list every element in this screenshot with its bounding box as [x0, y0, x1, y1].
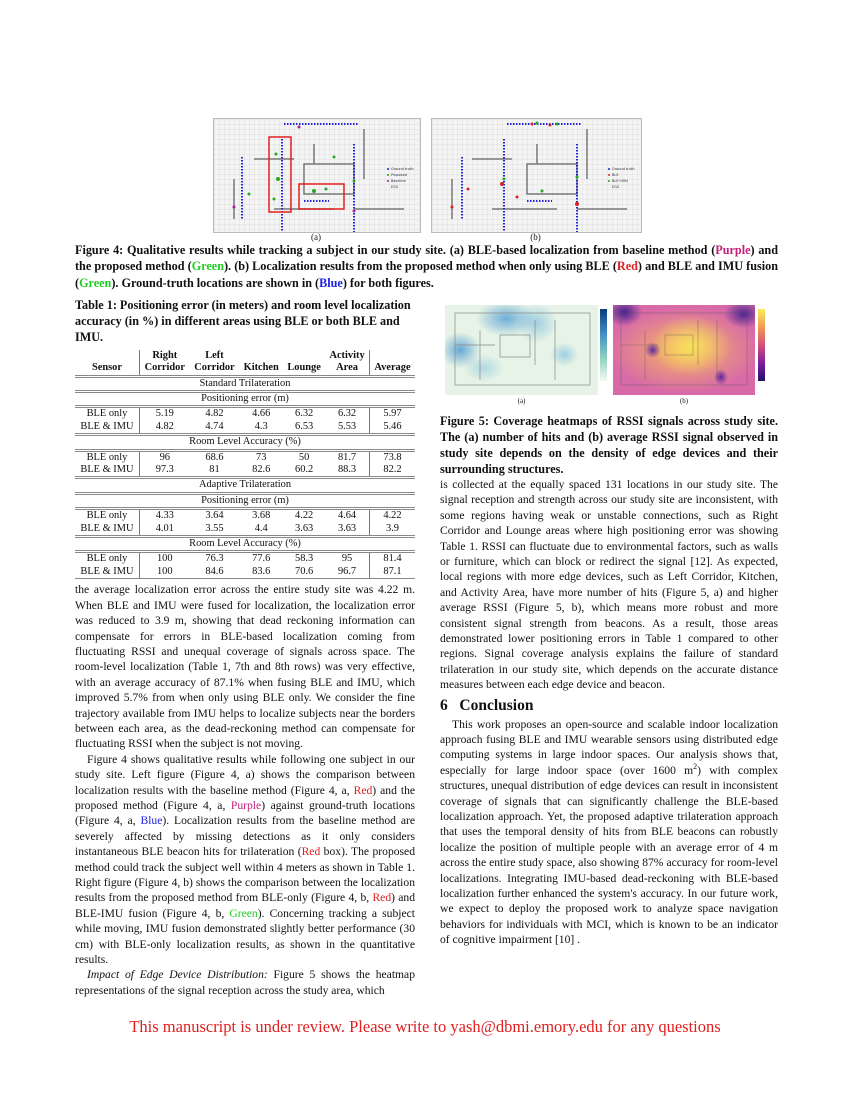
figure-4a [213, 118, 421, 233]
text-blue: Blue [140, 814, 163, 828]
paragraph: the average localization error across the entire study site was 4.22 m. When BLE and IMU were fused for localization, the localization error was reduced to 3.9 m, showing that dead reckoning information can compensate for errors in BLE-based localization coming from fluctuating RSSI and unequal coverage of signals across space. The room-level localization (Table 1, 7th and 8th rows) was very effective, with an average accuracy of 87.1% when fusing BLE and IMU, which improved 5.7% from when only using BLE only. We consider the fine trajectory available from IMU helps to localize subjects near the borders between each area, as the dead-reckoning method can compensate for fluctuating RSSI when the subject is not moving. [75, 583, 415, 751]
text: Figure 4 shows qualitative results while following one subject in our study site. Left figure (Figure 4, a) shows the comparison between localization results with the baseline method (Figure 4, a, [75, 752, 415, 797]
figure-5a-label: (a) [517, 396, 526, 405]
text: box). The proposed method could track the subject well within 4 meters as shown in Table 1. Right figure (Figure 4, b) shows the comparison between the localization results from the proposed method from BLE-only (Figure 4, b, [75, 845, 415, 905]
table-row [75, 450, 415, 464]
figure-5b-label: (b) [679, 396, 689, 405]
column-header: Left Corridor [194, 349, 235, 374]
table-cell: 5.19 [139, 407, 189, 421]
table-cell: 95 [325, 552, 369, 566]
legend-ble-imu: BLE+IMU [612, 179, 629, 183]
group-row: Room Level Accuracy (%) [75, 537, 415, 552]
floorplan-outline [445, 305, 598, 395]
legend-proposed: Proposed [391, 173, 408, 177]
text-purple: Purple [230, 798, 262, 812]
table-cell: 73.8 [369, 450, 415, 464]
page-body [75, 242, 778, 998]
table-cell: 6.32 [325, 407, 369, 421]
table-cell: 81.7 [325, 450, 369, 464]
legend-ble: BLE [612, 173, 619, 177]
table-cell: BLE only [75, 552, 139, 566]
table-row [75, 407, 415, 421]
figure-4b-label: (b) [530, 232, 541, 242]
table-cell: 4.82 [190, 407, 240, 421]
table-cell: BLE only [75, 407, 139, 421]
right-column [440, 297, 778, 998]
table-cell: 97.3 [155, 464, 174, 476]
table-cell: 82.2 [383, 464, 402, 476]
section-title: Conclusion [459, 696, 534, 714]
table-cell: BLE & IMU [75, 464, 139, 478]
table-cell: 4.4 [254, 522, 268, 534]
table-cell: 58.3 [283, 552, 325, 566]
table-cell: BLE only [75, 450, 139, 464]
figure-4a-label: (a) [311, 232, 321, 242]
caption-red: Red [616, 259, 638, 274]
column-header: Sensor [75, 350, 139, 376]
legend-ground-truth: Ground truth [612, 167, 635, 171]
section-row: Adaptive Trilateration [75, 478, 415, 493]
column-header: Average [374, 362, 411, 374]
section-row: Standard Trilateration [75, 376, 415, 391]
table-cell: 3.64 [190, 509, 240, 523]
floorplan-map-b [432, 119, 641, 232]
left-column [75, 297, 415, 998]
column-header: Activity Area [325, 350, 369, 376]
text-red: Red [301, 845, 321, 859]
table-cell: 81 [209, 464, 220, 476]
figure-5 [440, 305, 778, 413]
table-cell: 4.33 [139, 509, 189, 523]
table-cell: 77.6 [239, 552, 283, 566]
table-cell: 3.63 [295, 522, 314, 534]
table-cell: 3.9 [385, 522, 399, 534]
table-cell: 96 [139, 450, 189, 464]
legend-egs: EGS [391, 185, 399, 189]
table-cell: 4.01 [155, 522, 174, 534]
table-cell: 4.22 [369, 509, 415, 523]
text: Figure 5 shows the heatmap representations of the signal reception across the study area, which [75, 968, 416, 997]
caption-green: Green [79, 275, 112, 290]
text: ) against ground-truth locations (Figure 4, a, [75, 798, 416, 828]
table-cell: 4.82 [155, 420, 174, 432]
figure-5a-heatmap [445, 305, 598, 395]
text: ). Concerning tracking a subject while moving, IMU fusion demonstrated slightly better performance (30 cm) with BLE-only localization results, as shown in the quantitative results. [75, 906, 415, 967]
text: This work proposes an open-source and scalable indoor localization approach fusing BLE and IMU wearable sensors using distributed edge computing systems in large indoor spaces. Our analysis shows that, especially for large indoor space (over 1600 m [440, 717, 778, 777]
table-cell: 5.46 [383, 420, 402, 432]
table-cell: BLE & IMU [75, 566, 139, 579]
table-row [75, 552, 415, 566]
floorplan-map-a [214, 119, 420, 232]
colorbar-rssi [758, 309, 765, 381]
table-cell: 6.32 [283, 407, 325, 421]
table-cell: 4.74 [205, 420, 224, 432]
section-number: 6 [440, 696, 448, 714]
table-row [75, 566, 415, 579]
section-heading [440, 697, 778, 715]
table-cell: 4.3 [254, 420, 268, 432]
text: ) and the proposed method (Figure 4, a, [75, 783, 416, 812]
table-cell: 3.68 [239, 509, 283, 523]
superscript: 2 [693, 761, 698, 771]
text-red: Red [372, 891, 392, 905]
table-cell: 84.6 [190, 566, 240, 579]
table-cell: 4.64 [325, 509, 369, 523]
paragraph [75, 752, 415, 968]
table-row [75, 421, 415, 435]
table-cell: BLE & IMU [75, 421, 139, 435]
group-row: Positioning error (m) [75, 493, 415, 508]
text-red: Red [353, 783, 373, 797]
paragraph-heading: Impact of Edge Device Distribution: [87, 968, 268, 982]
column-header: Kitchen [243, 362, 279, 374]
caption-text: ) for both figures. [342, 275, 434, 290]
caption-text: ). (b) Localization results from the proposed method when only using BLE ( [224, 259, 617, 274]
column-header: Right Corridor [144, 349, 185, 374]
table-cell: 60.2 [295, 464, 314, 476]
table-cell: 3.55 [205, 522, 224, 534]
floorplan-outline [613, 305, 755, 395]
group-row: Positioning error (m) [75, 392, 415, 407]
table-cell: 6.53 [295, 420, 314, 432]
table-cell: 5.53 [325, 421, 369, 435]
text: ). Localization results from the baseline method are severely affected by missing detections as it only considers instantaneous BLE beacon hits for trilateration ( [75, 814, 415, 859]
table-cell: BLE & IMU [75, 523, 139, 537]
table-cell: 88.3 [325, 464, 369, 478]
table-cell: 4.22 [283, 509, 325, 523]
table-cell: 70.6 [283, 566, 325, 579]
table-cell: 50 [283, 450, 325, 464]
text-green: Green [229, 906, 258, 920]
table-cell: 4.66 [239, 407, 283, 421]
caption-text: ). Ground-truth locations are shown in ( [111, 275, 320, 290]
table-row [75, 523, 415, 537]
table-cell: 82.6 [252, 464, 271, 476]
table-cell: 5.97 [369, 407, 415, 421]
text: ) with complex structures, unequal distribution of edge devices can result in inconsistent coverage of signals that can significantly challenge the BLE-based localization approach. Yet, the proposed adaptive trilateration approach that uses the temporal density of hits from BLE beacons can robustly localize the position of multiple people with an average error of 4 m across the entire study space, also showing 87% accuracy for room-level localizations. Integrating IMU-based dead-reckoning with BLE-based localization further enhanced the system's accuracy. In our future work, we expect to deploy the proposed work to analyze space navigation behaviors for individuals with MCI, which is known to be an indicator of cognitive impairment [10] . [440, 763, 778, 947]
caption-text: ) and BLE and IMU fusion ( [75, 259, 778, 290]
caption-green: Green [191, 259, 224, 274]
caption-purple: Purple [715, 243, 751, 257]
caption-text: ) and the proposed method ( [75, 243, 778, 274]
legend-baseline: Baseline [391, 179, 406, 183]
column-header: Lounge [287, 362, 321, 374]
paragraph: is collected at the equally spaced 131 locations in our study site. The signal reception and strength across our study site are inconsistent, with some regions having weak or unstable connections, such as Right Corridor and Lounge areas where high positioning error was showing Table 1. RSSI can fluctuate due to environmental factors, such as walls or furniture, which can block or redirect the signal [12]. As expected, local regions with more edge devices, such as Left Corridor, Kitchen, and Activity Area, have more number of hits (Figure 5, a) and higher average RSSI (Figure 5, b), which means more robust and more consistent signal strength from beacons. As a result, those areas demonstrated lower positioning errors in Table 1 compared to other regions. Signal coverage analysis explains the failure of standard trilateration in our study site, which depends on the accurate distance measures between each edge device and beacon. [440, 477, 778, 692]
legend-ground-truth: Ground truth [391, 167, 414, 171]
caption-blue: Blue [319, 275, 343, 290]
caption-text: Figure 4: Qualitative results while tracking a subject in our study site. (a) BLE-based localization from baseline method ( [75, 243, 716, 257]
table-cell: BLE only [75, 509, 139, 523]
table-cell: 76.3 [190, 552, 240, 566]
table-row [75, 509, 415, 523]
figure-4b [431, 118, 642, 233]
text: ) and BLE-IMU fusion (Figure 4, b, [75, 891, 416, 920]
paragraph [440, 717, 778, 948]
table-cell: 83.6 [239, 566, 283, 579]
table-cell: 96.7 [325, 566, 369, 579]
table-1-caption: Table 1: Positioning error (in meters) and room level localization accuracy (in %) in different areas using BLE or both BLE and IMU. [75, 297, 411, 345]
figure-5b-heatmap [613, 305, 755, 395]
figure-5-caption: Figure 5: Coverage heatmaps of RSSI signals across study site. The (a) number of hits and (b) average RSSI signal observed in study site depends on the density of edge devices and their surrounding structures. [440, 413, 778, 476]
group-row: Room Level Accuracy (%) [75, 435, 415, 450]
colorbar-hits [600, 309, 607, 381]
paragraph [75, 967, 415, 998]
table-cell: 81.4 [369, 552, 415, 566]
table-cell: 73 [239, 450, 283, 464]
table-cell: 100 [139, 566, 189, 579]
table-cell: 3.63 [325, 523, 369, 537]
table-row [75, 464, 415, 478]
table-cell: 68.6 [190, 450, 240, 464]
figure-4-caption [75, 242, 778, 291]
review-notice: This manuscript is under review. Please write to yash@dbmi.emory.edu for any questions [129, 1017, 721, 1036]
legend-egs: EGS [612, 185, 620, 189]
table-cell: 87.1 [369, 566, 415, 579]
table-1 [75, 350, 415, 580]
table-cell: 100 [139, 552, 189, 566]
